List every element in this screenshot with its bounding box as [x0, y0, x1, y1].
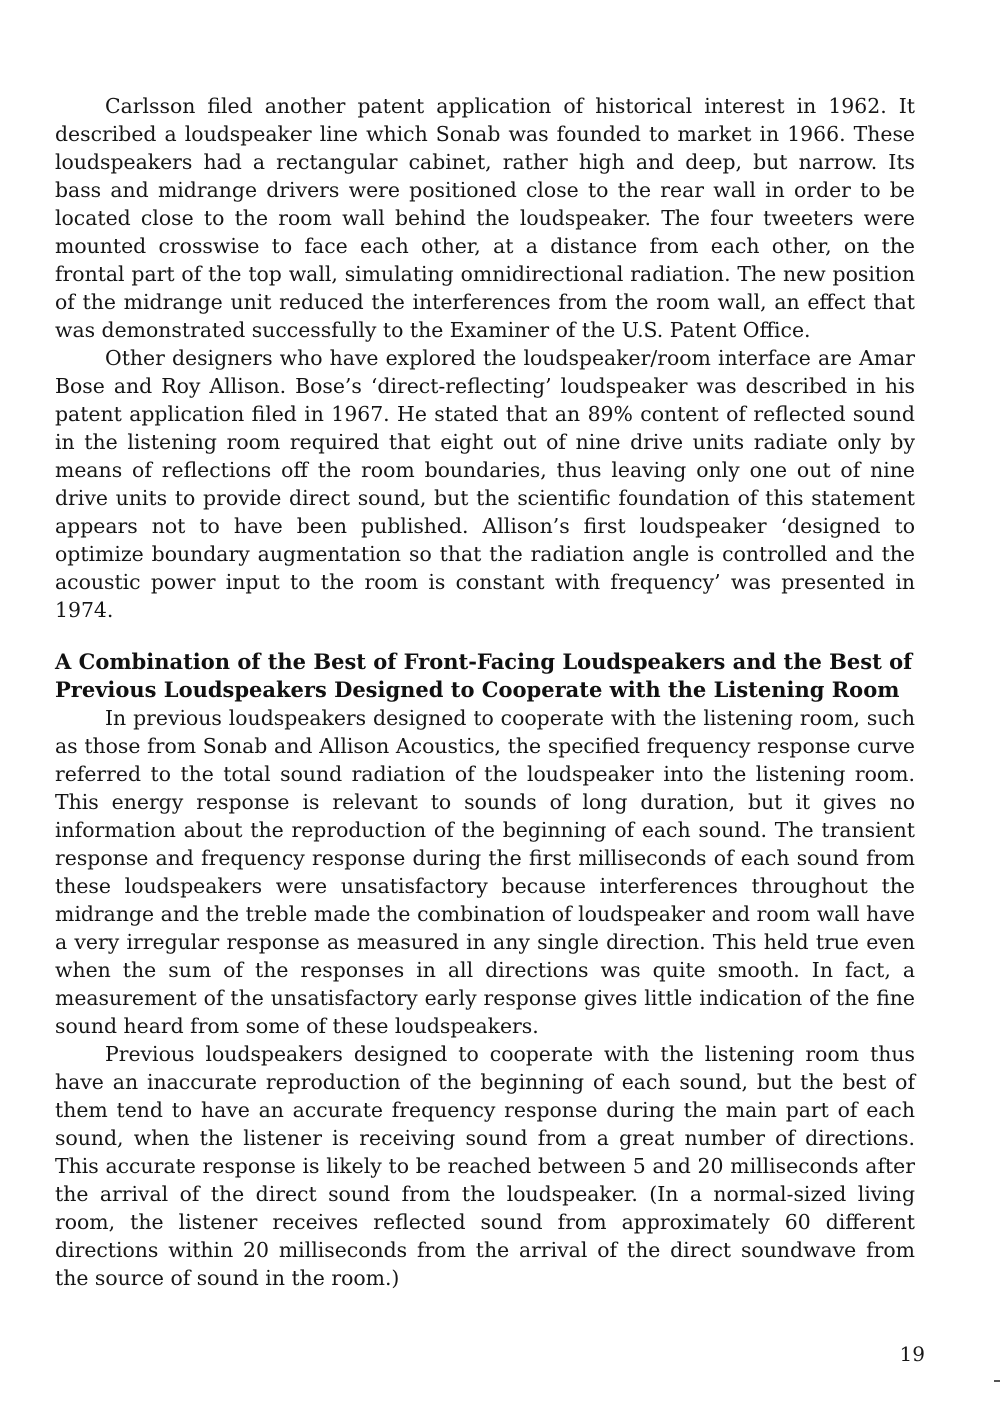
paragraph-accurate-response: Previous loudspeakers designed to cooperate with the listening room thus have an inaccurate reproduction of the beginning of each sound, but the best of them tend to have an accurate frequency response during the main part of each sound, when the listener is receiving sound from a great number of directions. This accurate response is likely to be reached between 5 and 20 milliseconds after the arrival of the direct sound from the loudspeaker. (In a normal-sized living room, the listener receives reflected sound from approximately 60 different directions within 20 milliseconds from the arrival of the direct soundwave from the source of sound in the room.) — [55, 1042, 915, 1290]
scan-edge-mark — [994, 1380, 1000, 1382]
page-number: 19 — [899, 1342, 925, 1366]
paragraph-previous-loudspeakers: In previous loudspeakers designed to cooperate with the listening room, such as those from Sonab and Allison Acoustics, the specified frequency response curve referred to the total sound radiation of the loudspeaker into the listening room. This energy response is relevant to sounds of long duration, but it gives no information about the reproduction of the beginning of each sound. The transient response and frequency response during the first milliseconds of each sound from these loudspeakers were unsatisfactory because interferences throughout the midrange and the treble made the combination of loudspeaker and room wall have a very irregular response as measured in any single direction. This held true even when the sum of the responses in all directions was quite smooth. In fact, a measurement of the unsatisfactory early response gives little indication of the fine sound heard from some of these loudspeakers. — [55, 706, 915, 1038]
section-heading: A Combination of the Best of Front-Facing Loudspeakers and the Best of Previous Loudspeakers Designed to Cooperate with the Listening Room — [55, 649, 913, 702]
page-body — [55, 92, 915, 1292]
paragraph-carlsson-patent: Carlsson filed another patent application of historical interest in 1962. It described a loudspeaker line which Sonab was founded to market in 1966. These loudspeakers had a rectangular cabinet, rather high and deep, but narrow. Its bass and midrange drivers were positioned close to the rear wall in order to be located close to the room wall behind the loudspeaker. The four tweeters were mounted crosswise to face each other, at a distance from each other, on the frontal part of the top wall, simulating omnidirectional radiation. The new position of the midrange unit reduced the interferences from the room wall, an effect that was demonstrated successfully to the Examiner of the U.S. Patent Office. — [55, 94, 915, 342]
paragraph-bose-allison: Other designers who have explored the loudspeaker/room interface are Amar Bose and Roy Allison. Bose’s ‘direct-reflecting’ loudspeaker was described in his patent application filed in 1967. He stated that an 89% content of reflected sound in the listening room required that eight out of nine drive units radiate only by means of reflections off the room boundaries, thus leaving only one out of nine drive units to provide direct sound, but the scientific foundation of this statement appears not to have been published. Allison’s first loudspeaker ‘designed to optimize boundary augmentation so that the radiation angle is controlled and the acoustic power input to the room is constant with frequency’ was presented in 1974. — [55, 346, 915, 622]
